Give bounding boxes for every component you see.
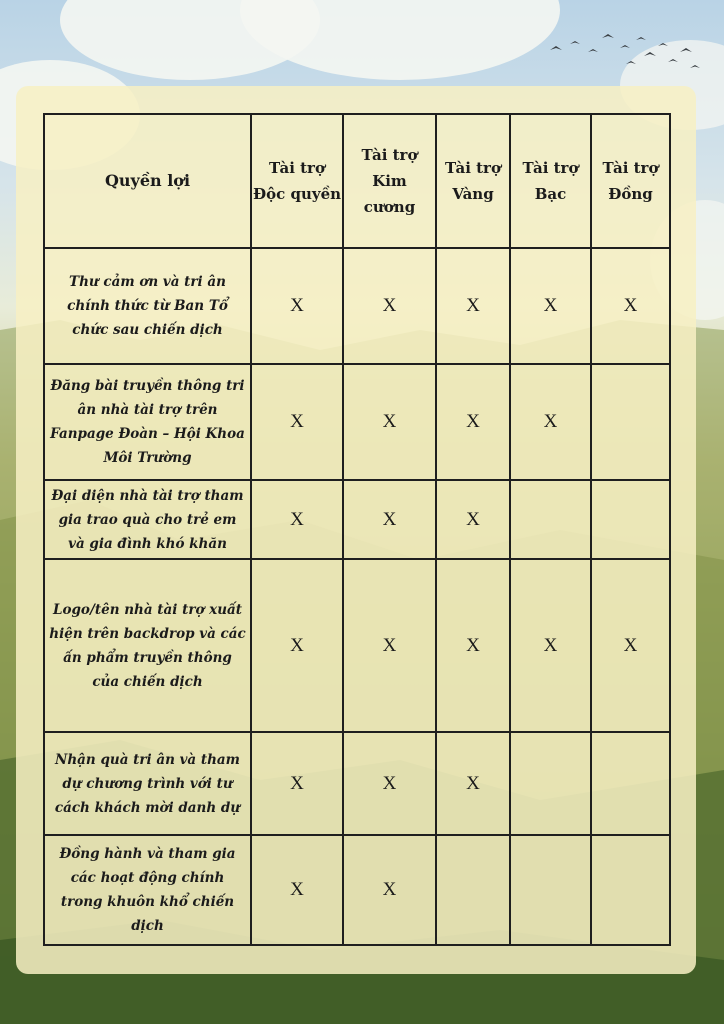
mark-cell: X <box>510 559 591 732</box>
mark-cell <box>591 364 670 480</box>
mark-cell: X <box>251 835 343 945</box>
mark-cell <box>510 835 591 945</box>
mark-cell <box>591 732 670 835</box>
mark-cell: X <box>343 732 436 835</box>
mark-cell: X <box>510 248 591 364</box>
header-diamond-sponsor: Tài trợ Kim cương <box>343 114 436 248</box>
mark-cell: X <box>436 364 510 480</box>
benefit-cell: Logo/tên nhà tài trợ xuất hiện trên backdrop và các ấn phẩm truyền thông của chiến dịch <box>44 559 251 732</box>
mark-cell <box>510 732 591 835</box>
mark-cell: X <box>343 835 436 945</box>
mark-cell: X <box>343 364 436 480</box>
header-benefits: Quyền lợi <box>44 114 251 248</box>
mark-cell: X <box>510 364 591 480</box>
header-row <box>44 114 670 248</box>
table-row <box>44 559 670 732</box>
table-row <box>44 364 670 480</box>
mark-cell: X <box>436 732 510 835</box>
mark-cell <box>510 480 591 559</box>
header-bronze-sponsor: Tài trợ Đồng <box>591 114 670 248</box>
header-gold-sponsor: Tài trợ Vàng <box>436 114 510 248</box>
table-row <box>44 480 670 559</box>
mark-cell: X <box>251 480 343 559</box>
mark-cell: X <box>251 732 343 835</box>
mark-cell <box>591 835 670 945</box>
mark-cell: X <box>591 248 670 364</box>
mark-cell: X <box>591 559 670 732</box>
benefit-cell: Nhận quà tri ân và tham dự chương trình với tư cách khách mời danh dự <box>44 732 251 835</box>
table-row <box>44 835 670 945</box>
benefit-cell: Đại diện nhà tài trợ tham gia trao quà cho trẻ em và gia đình khó khăn <box>44 480 251 559</box>
mark-cell: X <box>436 559 510 732</box>
header-silver-sponsor: Tài trợ Bạc <box>510 114 591 248</box>
table-row <box>44 248 670 364</box>
mark-cell: X <box>251 364 343 480</box>
benefit-cell: Thư cảm ơn và tri ân chính thức từ Ban Tổ chức sau chiến dịch <box>44 248 251 364</box>
birds-icon <box>540 30 710 90</box>
table-row <box>44 732 670 835</box>
mark-cell <box>436 835 510 945</box>
benefit-cell: Đồng hành và tham gia các hoạt động chính trong khuôn khổ chiến dịch <box>44 835 251 945</box>
mark-cell: X <box>343 480 436 559</box>
mark-cell: X <box>343 559 436 732</box>
mark-cell: X <box>251 559 343 732</box>
sponsorship-benefits-table <box>43 113 671 946</box>
mark-cell: X <box>343 248 436 364</box>
mark-cell: X <box>251 248 343 364</box>
mark-cell <box>591 480 670 559</box>
header-exclusive-sponsor: Tài trợ Độc quyền <box>251 114 343 248</box>
benefit-cell: Đăng bài truyền thông tri ân nhà tài trợ trên Fanpage Đoàn – Hội Khoa Môi Trường <box>44 364 251 480</box>
mark-cell: X <box>436 248 510 364</box>
mark-cell: X <box>436 480 510 559</box>
